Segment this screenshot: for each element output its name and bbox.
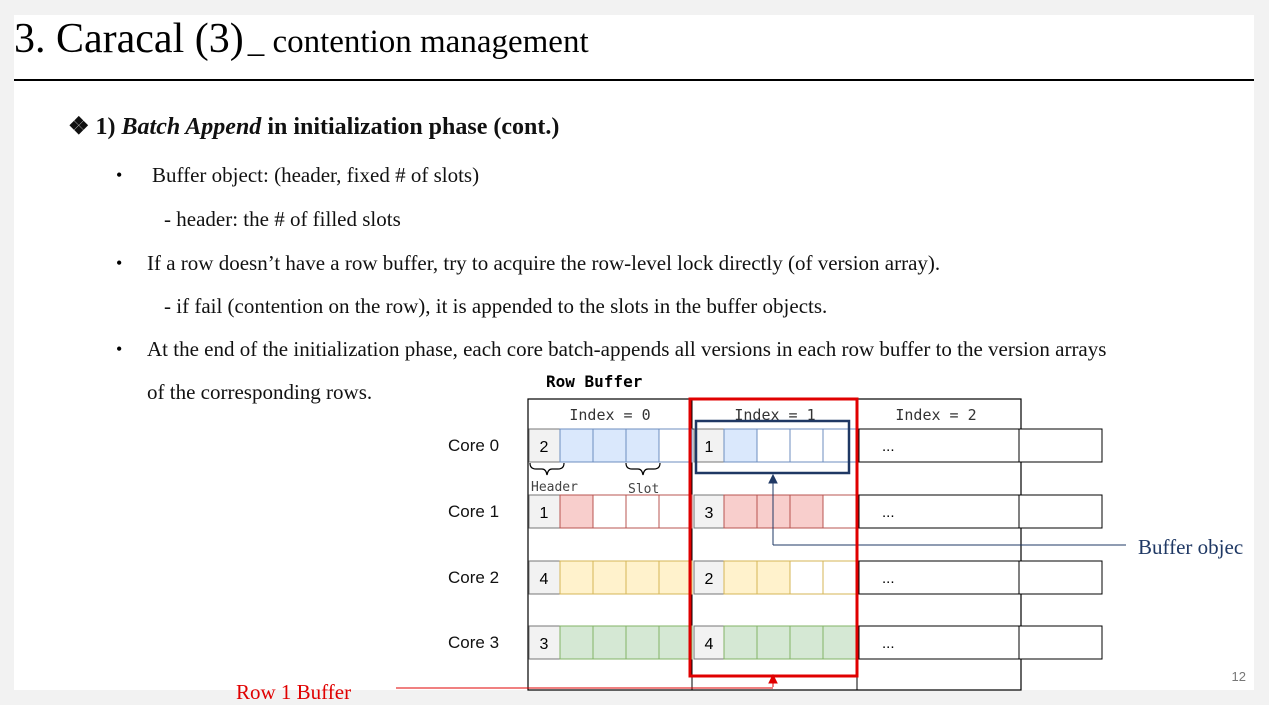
section-heading: ❖ 1) Batch Append in initialization phase (cont.): [68, 114, 560, 140]
ellipsis: ...: [882, 504, 895, 521]
buffer-slot: [659, 495, 692, 528]
index-label: Index = 1: [734, 406, 816, 424]
ellipsis: ...: [882, 570, 895, 587]
buffer-slot: [790, 429, 823, 462]
bullet-buffer-object: Buffer object: (header, fixed # of slots): [152, 163, 480, 187]
buffer-slot: [757, 561, 790, 594]
buffer-slot: [593, 429, 626, 462]
header-count: 1: [704, 439, 714, 456]
slide: [14, 15, 1254, 704]
slot-brace: [626, 463, 660, 475]
buffer-slot: [724, 561, 757, 594]
header-label: Header: [531, 480, 578, 495]
buffer-slot: [593, 495, 626, 528]
bullet-header-note: - header: the # of filled slots: [164, 207, 401, 231]
overflow-cell: [1019, 495, 1102, 528]
bullet-marker: •: [116, 165, 123, 185]
index-label: Index = 0: [569, 406, 651, 424]
overflow-cell: [1019, 561, 1102, 594]
buffer-slot: [724, 626, 757, 659]
header-count: 4: [704, 636, 714, 653]
bullet-fail-note: - if fail (contention on the row), it is appended to the slots in the buffer objects.: [164, 294, 828, 318]
row-buffer-diagram: [14, 15, 1254, 704]
buffer-slot: [593, 561, 626, 594]
buffer-slot: [659, 561, 692, 594]
slot-label: Slot: [628, 482, 660, 497]
overflow-cell: [1019, 429, 1102, 462]
ellipsis: ...: [882, 635, 895, 652]
buffer-slot: [823, 626, 856, 659]
header-count: 1: [539, 505, 549, 522]
buffer-slot: [626, 495, 659, 528]
buffer-slot: [626, 429, 659, 462]
header-brace: [530, 463, 564, 475]
buffer-slot: [790, 626, 823, 659]
bullet-batch-append: At the end of the initialization phase, each core batch-appends all versions in each row buffer to the version arrays: [147, 337, 1107, 361]
header-count: 3: [539, 636, 549, 653]
header-count: 4: [539, 571, 549, 588]
ellipsis: ...: [882, 438, 895, 455]
buffer-slot: [823, 495, 856, 528]
core-label: Core 0: [448, 436, 500, 455]
row1-buffer-label: Row 1 Buffer: [236, 680, 352, 704]
buffer-slot: [823, 561, 856, 594]
buffer-slot: [659, 626, 692, 659]
buffer-slot: [659, 429, 692, 462]
bullet-batch-append-cont: of the corresponding rows.: [147, 380, 373, 404]
buffer-object-label: Buffer objec: [1138, 535, 1244, 559]
buffer-slot: [757, 429, 790, 462]
core-label: Core 2: [448, 568, 500, 587]
buffer-slot: [626, 626, 659, 659]
buffer-slot: [724, 495, 757, 528]
title-main: 3. Caracal (3): [14, 16, 244, 62]
row-buffer-title: Row Buffer: [546, 372, 643, 391]
index-label: Index = 2: [895, 406, 977, 424]
buffer-slot: [757, 626, 790, 659]
header-count: 2: [704, 571, 714, 588]
core-label: Core 1: [448, 502, 500, 521]
buffer-slot: [790, 495, 823, 528]
page-number: 12: [1231, 669, 1246, 684]
buffer-slot: [626, 561, 659, 594]
title-sub: _ contention management: [247, 24, 589, 60]
buffer-slot: [560, 561, 593, 594]
buffer-slot: [560, 495, 593, 528]
buffer-slot: [724, 429, 757, 462]
arrow-head-icon: [769, 475, 777, 483]
overflow-cell: [1019, 626, 1102, 659]
buffer-slot: [560, 429, 593, 462]
bullet-marker: •: [116, 253, 123, 273]
buffer-slot: [823, 429, 856, 462]
bullet-row-lock: If a row doesn’t have a row buffer, try to acquire the row-level lock directly (of version array).: [147, 251, 941, 275]
diamond-bullet-icon: ❖: [68, 114, 90, 140]
bullet-marker: •: [116, 339, 123, 359]
header-count: 2: [539, 439, 549, 456]
buffer-slot: [593, 626, 626, 659]
header-count: 3: [704, 505, 714, 522]
core-label: Core 3: [448, 633, 500, 652]
buffer-slot: [790, 561, 823, 594]
buffer-slot: [560, 626, 593, 659]
